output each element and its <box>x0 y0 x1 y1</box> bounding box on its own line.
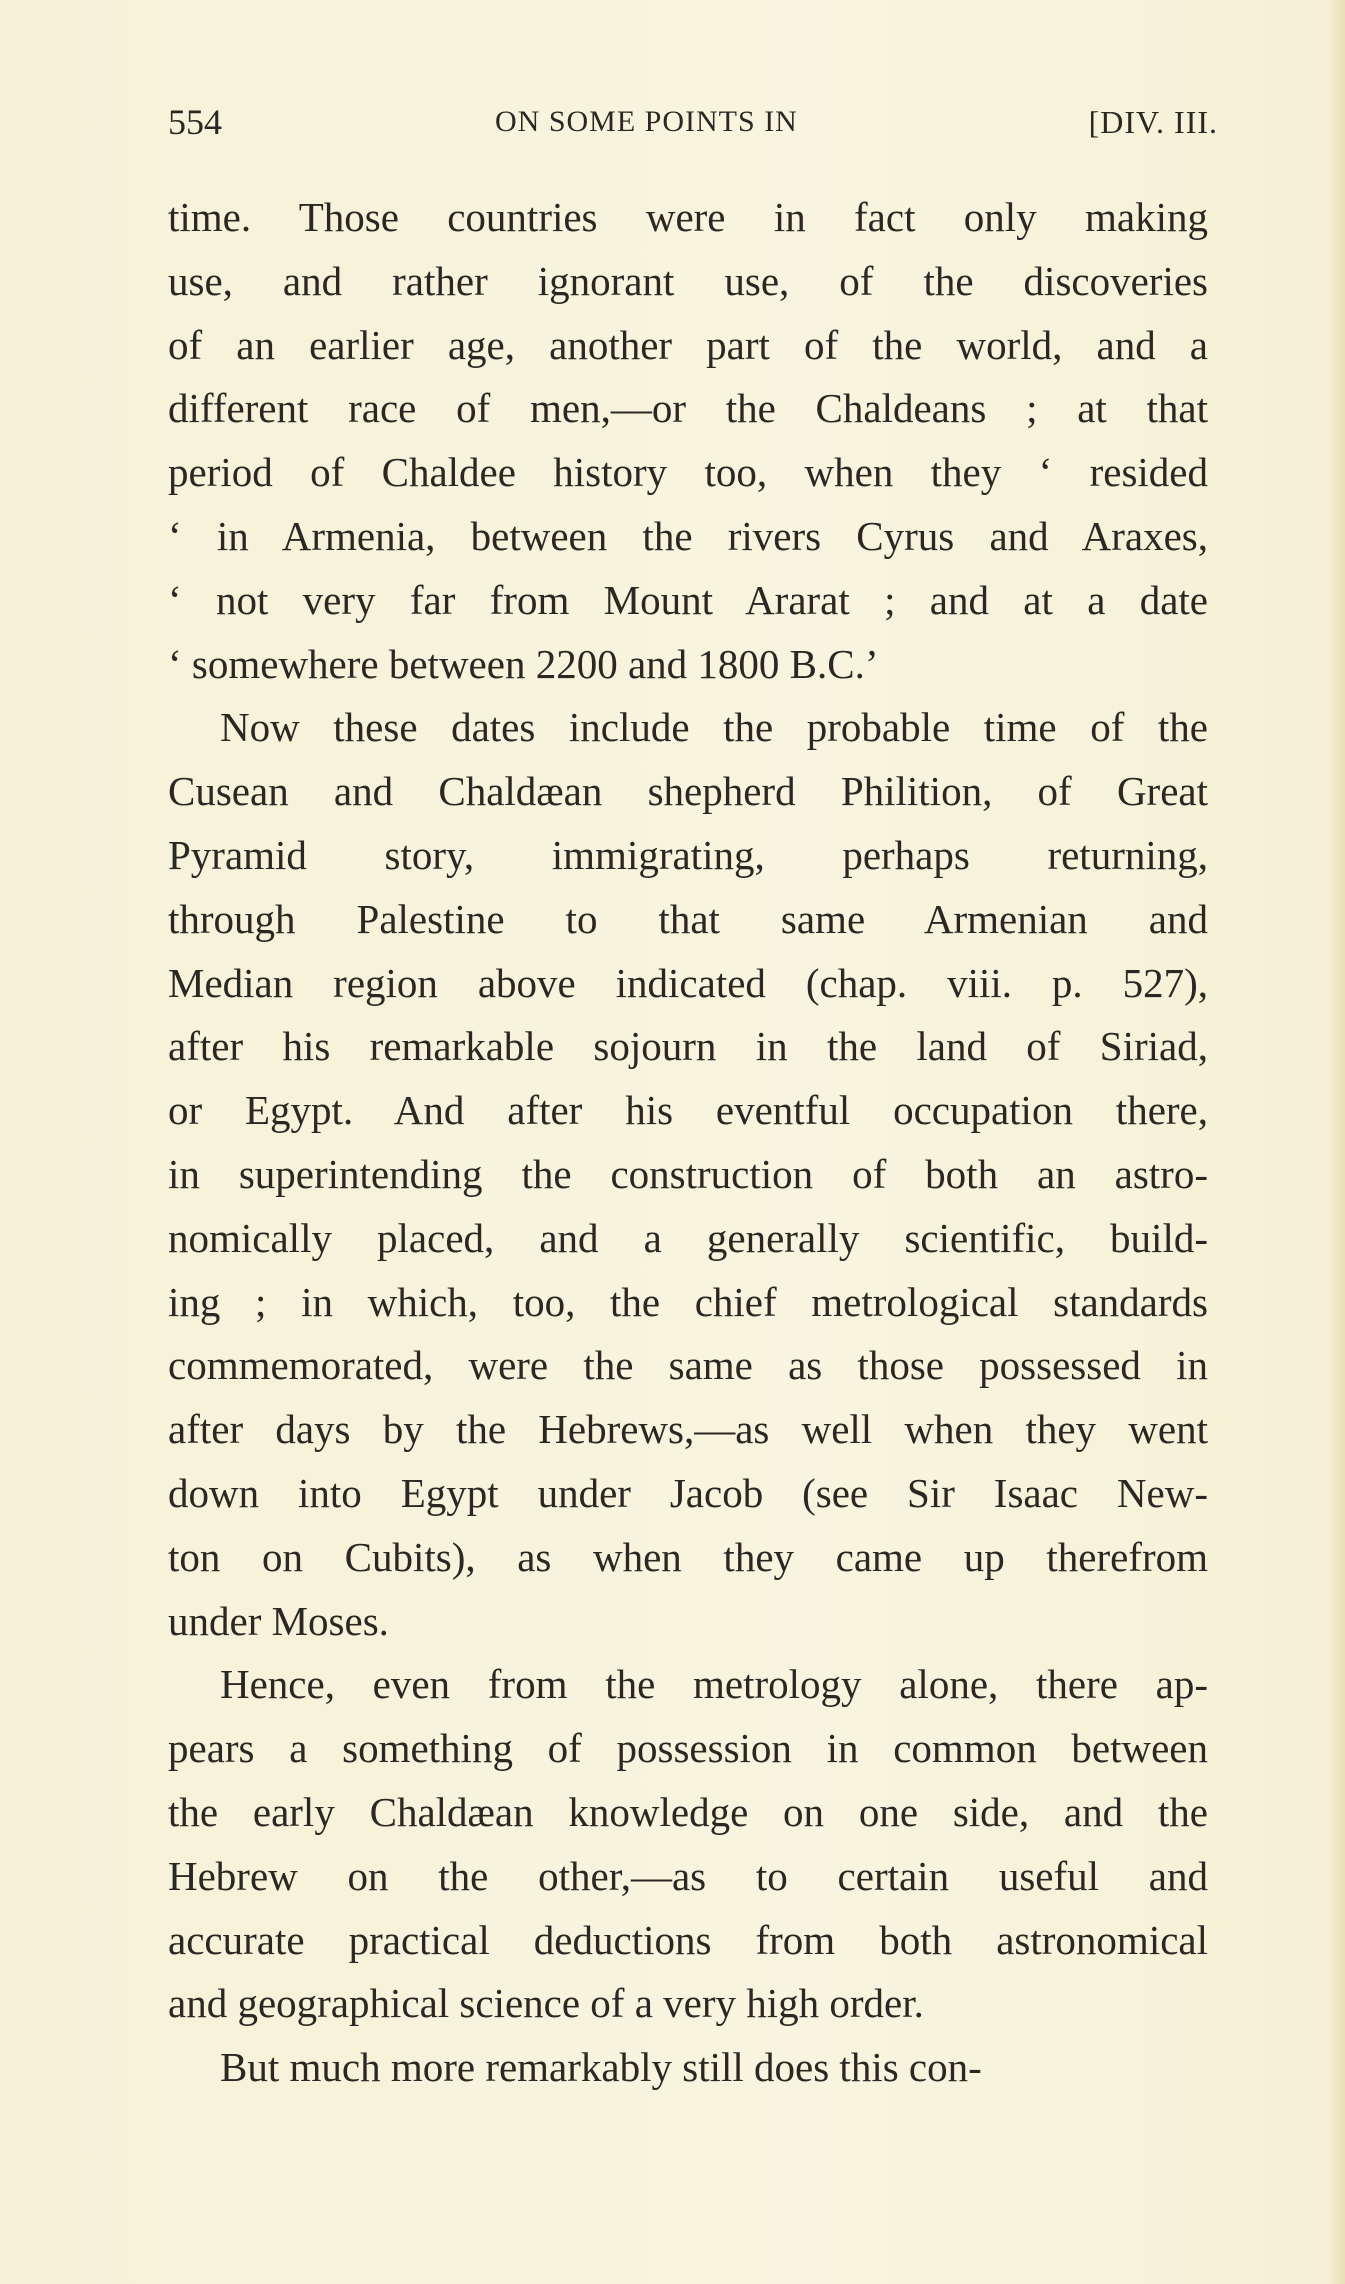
text-line: of an earlier age, another part of the world, and a <box>168 321 1208 368</box>
text-line: under Moses. <box>168 1597 389 1644</box>
text-line: nomically placed, and a generally scientific, build- <box>168 1214 1208 1261</box>
paragraph-start-line: But much more remarkably still does this con- <box>220 2044 982 2091</box>
text-line: different race of men,—or the Chaldeans ; at that <box>168 385 1208 432</box>
text-line: pears a something of possession in common between <box>168 1725 1208 1772</box>
text-line: use, and rather ignorant use, of the discoveries <box>168 257 1208 304</box>
paragraph-start-line: Hence, even from the metrology alone, there ap- <box>220 1661 1208 1708</box>
text-line: in superintending the construction of both an astro- <box>168 1150 1208 1197</box>
text-line: Pyramid story, immigrating, perhaps returning, <box>168 831 1208 878</box>
text-line: after his remarkable sojourn in the land of Siriad, <box>168 1023 1208 1070</box>
text-line: through Palestine to that same Armenian and <box>168 895 1208 942</box>
running-header <box>168 98 1218 146</box>
text-line: commemorated, were the same as those possessed in <box>168 1342 1208 1389</box>
text-line: accurate practical deductions from both astronomical <box>168 1916 1208 1963</box>
text-line: Cusean and Chaldæan shepherd Philition, of Great <box>168 768 1208 815</box>
page-edge <box>1331 0 1345 2284</box>
text-line: ‘ in Armenia, between the rivers Cyrus and Araxes, <box>168 512 1208 559</box>
text-line: ton on Cubits), as when they came up therefrom <box>168 1533 1208 1580</box>
text-line: period of Chaldee history too, when they ‘ resided <box>168 449 1208 496</box>
page-number: 554 <box>168 102 222 142</box>
body-text <box>168 186 1208 2100</box>
paragraph-start-line: Now these dates include the probable time of the <box>220 704 1208 751</box>
text-line: and geographical science of a very high order. <box>168 1980 924 2027</box>
text-line: Hebrew on the other,—as to certain useful and <box>168 1852 1208 1899</box>
division-label: [DIV. III. <box>1088 104 1218 140</box>
text-line: Median region above indicated (chap. viii. p. 527), <box>168 959 1208 1006</box>
text-line: or Egypt. And after his eventful occupation there, <box>168 1087 1208 1134</box>
text-line: after days by the Hebrews,—as well when they went <box>168 1406 1208 1453</box>
text-line: the early Chaldæan knowledge on one side, and the <box>168 1788 1208 1835</box>
text-line: ing ; in which, too, the chief metrological standards <box>168 1278 1208 1325</box>
running-title: ON SOME POINTS IN <box>495 105 798 138</box>
text-line: ‘ not very far from Mount Ararat ; and at a date <box>168 576 1208 623</box>
text-line: down into Egypt under Jacob (see Sir Isaac New- <box>168 1469 1208 1516</box>
text-line: ‘ somewhere between 2200 and 1800 B.C.’ <box>168 640 879 687</box>
text-line: time. Those countries were in fact only making <box>168 194 1208 240</box>
